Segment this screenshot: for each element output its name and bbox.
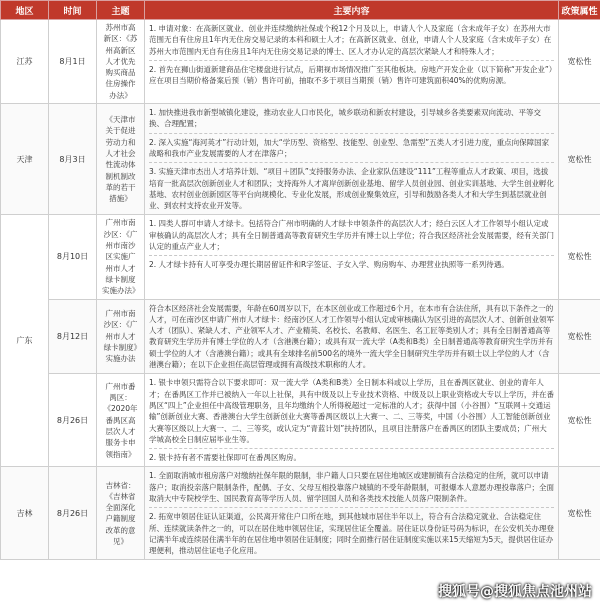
content-cell <box>145 374 559 467</box>
header-region: 地区 <box>1 1 49 20</box>
region-cell: 广东 <box>1 215 49 467</box>
header-content: 主要内容 <box>145 1 559 20</box>
content-cell <box>145 299 559 374</box>
content-item: 1. 加快推进我市新型城镇化建设，推动农业人口市民化，城乡联动和新农村建设，引导城乡各类要素双向流动、平等交换、合理配置； <box>149 108 542 129</box>
date-cell: 8月26日 <box>49 467 97 560</box>
content-item: 1. 申请对象：在高新区就业、创业并连续缴纳社保或个税12个月及以上，申请人个人及家庭（含未成年子女）在苏州大市范围无自有住房且1年内无住房交易记录的本科和硕士人才；在高新区就业、创业，申请人个人及家庭（含未成年子女）在苏州大市范围内无自有住房且1年内无住房交易记录的博士、区人才办认定的高层次紧缺人才和特殊人才； <box>149 24 552 56</box>
watermark: 搜狐号@搜狐焦点池州站 <box>438 584 592 600</box>
content-item: 2. 银卡持有者不需要社保即可在番禺区购房。 <box>149 448 554 466</box>
table-row <box>1 104 600 215</box>
topic-cell: 广州市南沙区：《广州市南沙区实施广州市人才绿卡制度实施办法》 <box>97 215 145 299</box>
topic-cell: 苏州市高新区：《苏州高新区人才优先购买商品住房操作办法》 <box>97 20 145 104</box>
date-cell: 8月1日 <box>49 20 97 104</box>
topic-cell: 《天津市关于促进劳动力和人才社会性流动体制机制改革的若干措施》 <box>97 104 145 215</box>
table-header-row <box>1 1 600 20</box>
content-item: 2. 拓宽申领居住证认证渠道，公民离开常住户口所在地，到其他城市居住半年以上，符合有合法稳定就业、合法稳定住所、连续就读条件之一的，可以在居住地申领居住证，实现居住证全覆盖。居住证以身份证号码为标识，在公安机关办理登记满半年或连续居住满半年的在居住地申领居住证制度；同时全面推行居住证制度实施以来15天缩短为5天，提供居住证办理便利，推动居住证电子化应用。 <box>149 507 554 559</box>
nature-cell: 宽松性 <box>559 215 600 299</box>
nature-cell: 宽松性 <box>559 20 600 104</box>
table-row <box>1 20 600 104</box>
content-item: 3. 实施天津市杰出人才培养计划、“项目＋团队”支持服务办法、企业家队伍建设“111”工程等重点人才政策、项目，选拔培育一批高层次创新创业人才和团队；支持海外人才离岸创新创业基地、留学人员创业园、创业实训基地、大学生创业孵化基地、农村创业创新园区等平台向规模化、专业化发展，形成创业聚集效应，引导和鼓励各类人才和大学生到基层就业创业、到农村支持农业开发等。 <box>149 162 554 214</box>
content-item: 2. 人才绿卡持有人可享受办理长期居留证件和R字签证、子女入学、购房购车、办理营业执照等一系列待遇。 <box>149 255 554 273</box>
nature-cell: 宽松性 <box>559 374 600 467</box>
content-item: 1. 银卡申领只需符合以下要求即可：双一流大学（A类和B类）全日制本科或以上学历，且在番禺区就业、创业的青年人才；在番禺区工作并已被纳入一年以上社保，具有中级及以上专业技术资格、中级及以上职业资格或大专以上学历，并在番禺区“四上”企业担任中高级管理职务，且年均缴纳个人所得税超过一定标准的人才；获得中国（小谷围）“互联网＋交通运输”创新创业大赛、香港澳台大学生创新创业大赛等番禺区级以上大赛一、二、三等奖，中国（小谷围）人工智能创新创业大赛等区级以上大赛一、二、三等奖，或认定为“青蓝计划”扶持团队，且项目注册落户在番禺区的团队主要成员；广州大学城高校全日制应届毕业生等。 <box>149 378 554 444</box>
content-item: 符合本区经济社会发展需要，年龄在60周岁以下，在本区创业或工作超过6个月，在本市有合法住所，具有以下条件之一的人才，可在南沙区申请广州市人才绿卡：经南沙区人才工作领导小组认定或审核确认为区引进的高层次人才、创新创业领军人才（团队）、紧缺人才、产业领军人才、产业精英、名校长、名教师、名医生、名工匠等类别人才；具有全日制普通高等教育研究生学历并有博士学位的人才（含港澳台籍）；或具有双一流大学（A类和B类）全日制普通高等教育研究生学历并有硕士学位的人才（含港澳台籍）；或具有全球排名前500名的境外一流大学全日制研究生学历并有硕士以上学位的人才（含港澳台籍）；在以下企业担任高层管理或拥有高级技术职称的人才。 <box>149 303 554 370</box>
content-item: 1. 全面取消城市租房落户对缴纳社保年限的限制，非户籍人口只要在居住地城区或建制镇有合法稳定的住所，就可以申请落户；取消投亲落户限制条件，配偶、子女、父母互相投靠落户城镇的不受年龄限制，可报爆本人意愿办理投靠落户；全面取消大中专院校学生、国民教育高等学历人员、留学回国人员和各类技术技能人员落户限制条件。 <box>149 471 554 503</box>
header-date: 时间 <box>49 1 97 20</box>
content-item: 1. 四类人群可申请人才绿卡。包括符合广州市明确的人才绿卡申领条件的高层次人才；经白云区人才工作领导小组认定或审核确认的高层次人才；具有全日制普通高等教育研究生学历并有博士以上学位；符合我区经济社会发展需要，经有关部门认定的重点产业人才； <box>149 219 554 252</box>
table-row <box>1 299 600 374</box>
header-topic: 主题 <box>97 1 145 20</box>
content-item: 2. 深入实施“海河英才”行动计划，加大“学历型、资格型、技能型、创业型、急需型”五类人才引进力度，重点向保障国家战略和我市产业发展需要的人才在津落户； <box>149 133 554 163</box>
table-row <box>1 215 600 299</box>
topic-cell: 广州市番禺区：《2020年番禺区高层次人才服务卡申领指南》 <box>97 374 145 467</box>
content-cell <box>145 20 559 104</box>
table-row <box>1 467 600 560</box>
header-nature: 政策属性 <box>559 1 600 20</box>
nature-cell: 宽松性 <box>559 104 600 215</box>
topic-cell: 吉林省：《吉林省全面深化户籍制度改革的意见》 <box>97 467 145 560</box>
date-cell: 8月3日 <box>49 104 97 215</box>
nature-cell: 宽松性 <box>559 299 600 374</box>
date-cell: 8月26日 <box>49 374 97 467</box>
topic-cell: 广州市南沙区：《广州市人才绿卡制度》实施办法 <box>97 299 145 374</box>
content-cell <box>145 215 559 299</box>
nature-cell: 宽松性 <box>559 467 600 560</box>
content-item: 2. 首先在狮山街道新建商品住宅楼盘进行试点，后期视市场情况推广至其他板块。房地产开发企业（以下简称“开发企业”）应在项目当期价格备案后预（销）售许可前，抽取不多于项目当期预（销）售许可建筑面积40%的优购房源。 <box>149 60 554 90</box>
content-cell <box>145 467 559 560</box>
content-cell <box>145 104 559 215</box>
date-cell: 8月10日 <box>49 215 97 299</box>
region-cell: 江苏 <box>1 20 49 104</box>
region-cell: 吉林 <box>1 467 49 560</box>
region-cell: 天津 <box>1 104 49 215</box>
date-cell: 8月12日 <box>49 299 97 374</box>
table-row <box>1 374 600 467</box>
